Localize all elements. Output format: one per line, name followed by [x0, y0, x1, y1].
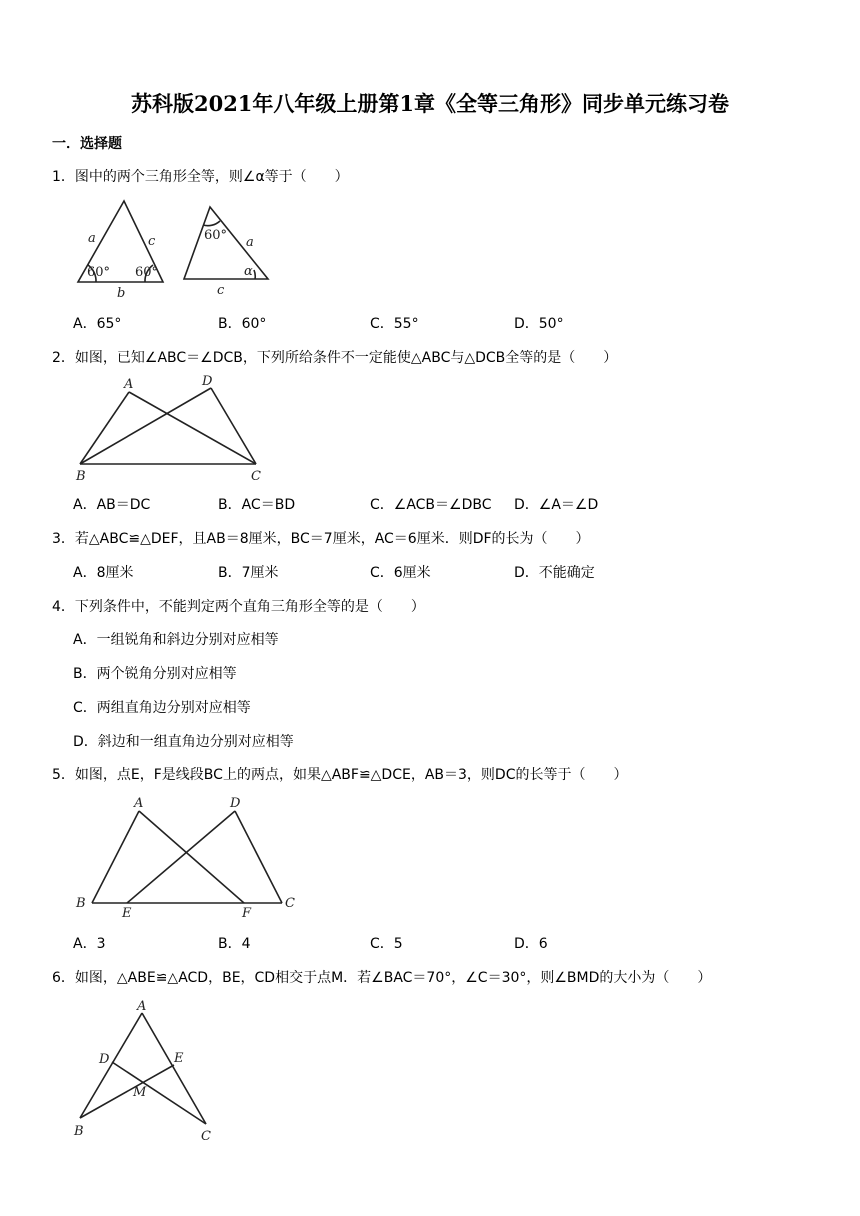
q1-right-angle-arc-alpha [254, 270, 255, 279]
q6-segment-ac [142, 1013, 206, 1124]
question-1-figure [70, 195, 280, 300]
question-1-stem: 1．图中的两个三角形全等，则∠α等于（ ） [52, 169, 349, 185]
q2-label-d: D [202, 374, 213, 389]
q2-option-c[interactable]: C．∠ACB＝∠DBC [370, 497, 492, 513]
q2-label-c: C [251, 469, 261, 484]
q1-option-c[interactable]: C．55° [370, 316, 419, 332]
q2-segment-ac [129, 392, 256, 464]
q1-right-angle-arc-top [203, 221, 220, 226]
q6-segment-be [80, 1065, 174, 1118]
q5-option-c[interactable]: C．5 [370, 936, 403, 952]
q5-label-f: F [242, 906, 252, 921]
q1-label-alpha: α [244, 264, 253, 279]
q1-right-triangle [184, 207, 268, 279]
q2-option-b[interactable]: B．AC＝BD [218, 497, 296, 513]
q5-option-d[interactable]: D．6 [514, 936, 548, 952]
q4-option-c[interactable]: C．两组直角边分别对应相等 [73, 700, 251, 716]
q6-label-m: M [133, 1085, 147, 1100]
q1-label-b: b [117, 286, 126, 301]
q5-label-b: B [76, 896, 86, 911]
q2-segment-dc [211, 388, 256, 464]
q1-option-b[interactable]: B．60° [218, 316, 267, 332]
question-6-figure [70, 998, 230, 1148]
q6-label-b: B [74, 1124, 84, 1139]
question-2-stem: 2．如图，已知∠ABC＝∠DCB，下列所给条件不一定能使△ABC与△DCB全等的是（ ） [52, 350, 618, 366]
q6-segment-ab [80, 1013, 142, 1118]
q1-label-c-bottom: c [217, 283, 225, 298]
q2-option-d[interactable]: D．∠A＝∠D [514, 497, 599, 513]
q2-label-b: B [76, 469, 86, 484]
q2-label-a: A [124, 377, 134, 392]
q3-option-c[interactable]: C．6厘米 [370, 565, 431, 581]
q2-segment-ab [80, 392, 129, 464]
q3-option-d[interactable]: D．不能确定 [514, 565, 595, 581]
q4-option-a[interactable]: A．一组锐角和斜边分别对应相等 [73, 632, 279, 648]
q1-option-a[interactable]: A．65° [73, 316, 122, 332]
q5-label-a: A [134, 796, 144, 811]
q5-segment-de [127, 811, 235, 903]
q4-option-d[interactable]: D．斜边和一组直角边分别对应相等 [73, 734, 294, 750]
q5-label-e: E [122, 906, 132, 921]
q5-segment-ab [92, 811, 139, 903]
q3-option-a[interactable]: A．8厘米 [73, 565, 134, 581]
q5-segment-dc [235, 811, 282, 903]
q5-label-c: C [285, 896, 295, 911]
q2-segment-db [80, 388, 211, 464]
q5-label-d: D [230, 796, 241, 811]
q6-label-a: A [137, 999, 147, 1014]
q1-option-d[interactable]: D．50° [514, 316, 564, 332]
page-title: 苏科版2021年八年级上册第1章《全等三角形》同步单元练习卷 [130, 91, 730, 116]
q2-option-a[interactable]: A．AB＝DC [73, 497, 151, 513]
q6-label-e: E [174, 1051, 184, 1066]
q1-label-60-right: 60° [135, 265, 159, 280]
q6-label-c: C [201, 1129, 211, 1144]
q6-label-d: D [99, 1052, 110, 1067]
q3-option-b[interactable]: B．7厘米 [218, 565, 279, 581]
question-6-stem: 6．如图，△ABE≌△ACD，BE，CD相交于点M．若∠BAC＝70°，∠C＝30°，则∠BMD的大小为（ ） [52, 970, 712, 986]
question-3-stem: 3．若△ABC≌△DEF，且AB＝8厘米，BC＝7厘米，AC＝6厘米．则DF的长为（ ） [52, 531, 590, 547]
question-4-stem: 4．下列条件中，不能判定两个直角三角形全等的是（ ） [52, 599, 425, 615]
q4-option-b[interactable]: B．两个锐角分别对应相等 [73, 666, 237, 682]
question-5-figure [72, 793, 302, 921]
q5-option-b[interactable]: B．4 [218, 936, 251, 952]
q1-label-60-top: 60° [204, 228, 228, 243]
q1-label-60-left: 60° [87, 265, 111, 280]
section-heading: 一．选择题 [52, 136, 122, 152]
q5-segment-af [139, 811, 244, 903]
q1-label-c: c [148, 234, 156, 249]
question-5-stem: 5．如图，点E，F是线段BC上的两点，如果△ABF≌△DCE，AB＝3，则DC的长等于（ ） [52, 767, 628, 783]
q6-segment-cd [112, 1062, 206, 1124]
q1-label-a-right: a [246, 235, 254, 250]
q5-option-a[interactable]: A．3 [73, 936, 106, 952]
question-2-figure [70, 372, 280, 487]
q1-label-a: a [88, 231, 96, 246]
